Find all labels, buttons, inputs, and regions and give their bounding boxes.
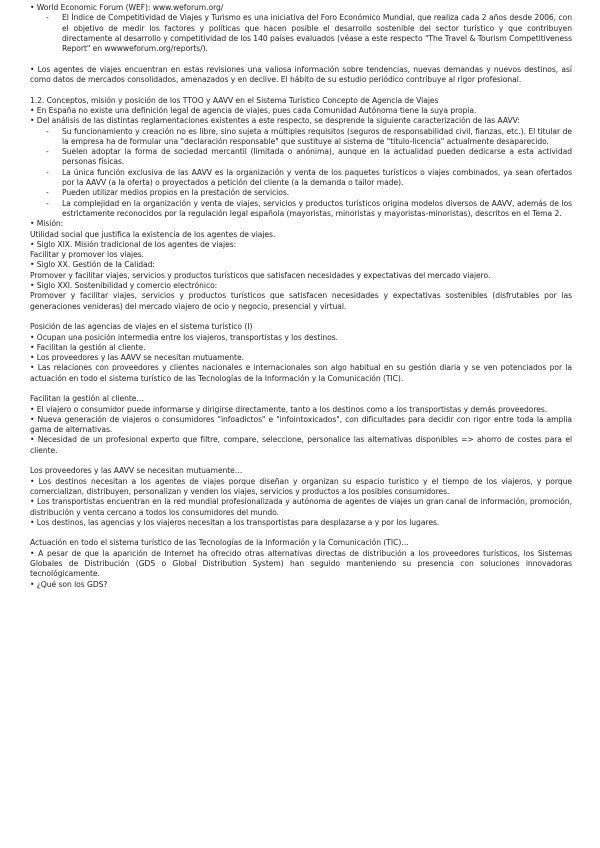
list-item: - La complejidad en la organización y venta de viajes, servicios y productos turísticos origina modelos diversos de AAVV, además de los estrictamente reconocidos por la regulación legal española (mayoristas, minoristas y mayoristas-minoristas), descritos en el Tema 2.: [46, 198, 572, 218]
posicion-line: • Los proveedores y las AAVV se necesitan mutuamente.: [30, 353, 244, 363]
section-paragraph: • En España no existe una definición legal de agencia de viajes, pues cada Comunidad Autónoma tiene la suya propia.: [30, 105, 477, 115]
posicion-line: • Las relaciones con proveedores y clientes nacionales e internacionales son algo habitual en su gestión diaria y se ven potenciados por la actuación en todo el sistema turístico de las Tecnologías de la Información y la Comunicación (TIC).: [30, 363, 572, 383]
posicion-line: • Facilitan la gestión al cliente.: [30, 342, 146, 352]
list-item: - Pueden utilizar medios propios en la prestación de servicios.: [46, 188, 290, 198]
section-paragraph: • Del análisis de las distintas reglamentaciones existentes a este respecto, se desprende la siguiente caracterización de las AAVV:: [30, 116, 520, 126]
mision-line: Promover y facilitar viajes, servicios y productos turísticos que satisfacen necesidades y expectativas del mercado viajero.: [30, 270, 491, 280]
mision-line: • Misión:: [30, 219, 64, 229]
proveedores-line: • Los destinos, las agencias y los viajeros necesitan a los transportistas para desplazarse a y por los lugares.: [30, 517, 440, 527]
list-item: - Suelen adoptar la forma de sociedad mercantil (limitada o anónima), aunque en la actualidad pueden dedicarse a esta actividad personas físicas.: [46, 147, 572, 167]
wef-heading: • World Economic Forum (WEF): www.weforum.org/: [30, 3, 224, 12]
mision-line: • Siglo XXI. Sostenibilidad y comercio electrónico:: [30, 281, 218, 291]
posicion-heading: Posición de las agencias de viajes en el sistema turístico (I): [30, 322, 253, 332]
mision-line: • Siglo XIX. Misión tradicional de los agentes de viajes:: [30, 239, 237, 249]
facilitan-line: • Nueva generación de viajeros o consumidores "infoadictos" e "infointoxicados", con dificultades para decidir con rigor entre toda la amplia gama de alternativas.: [30, 414, 572, 435]
mision-line: Promover y facilitar viajes, servicios y productos turísticos que satisfacen necesidades y expectativas sostenibles (disfrutables por las generaciones venideras) del mercado viajero de ocio y negocio, presencial y virtual.: [30, 291, 572, 311]
proveedores-heading: Los proveedores y las AAVV se necesitan mutuamente…: [30, 466, 243, 476]
actuacion-heading: Actuación en todo el sistema turístico de las Tecnologías de la Información y la Comunicación (TIC)…: [30, 538, 409, 548]
mision-line: Utilidad social que justifica la existencia de los agentes de viajes.: [30, 229, 276, 239]
wef-item: - El Índice de Competitividad de Viajes y Turismo es una iniciativa del Foro Económico Mundial, que realiza cada 2 años desde 2006, con el objetivo de medir los factores y políticas que hacen posible el desarrollo sostenible del sector turístico y que contribuyen directamente al desarrollo y competitividad de los 140 países evaluados (véase a este respecto "The Travel & Tourism Competitiveness Report" en wwwweforum.org/reports/).: [46, 13, 572, 54]
intro-paragraph: • Los agentes de viajes encuentran en estas revisiones una valiosa información sobre tendencias, nuevas demandas y nuevos destinos, así como datos de mercados consolidados, amenazados y en declive. El hábito de su estudio periódico contribuye al rigor profesional.: [30, 64, 572, 85]
proveedores-line: • Los transportistas encuentran en la red mundial profesionalizada y autónoma de agentes de viajes un gran canal de información, promoción, distribución y venta cercano a todos los consumidores del mundo.: [30, 497, 572, 517]
list-item: - Su funcionamiento y creación no es libre, sino sujeta a múltiples requisitos (seguros de responsabilidad civil, fianzas, etc.). El titular de la empresa ha de formular una "declaración responsable" que sustituye al sistema de "título-licencia" actualmente desaparecido.: [46, 126, 572, 146]
list-item: - La única función exclusiva de las AAVV es la organización y venta de los paquetes turísticos o viajes combinados, ya sean ofertados por la AAVV (a la oferta) o proyectados a petición del cliente (a la demanda o tailor made).: [46, 167, 572, 188]
facilitan-heading: Facilitan la gestión al cliente…: [30, 394, 144, 404]
proveedores-line: • Los destinos necesitan a los agentes de viajes porque diseñan y organizan su espacio turístico y el tiempo de los viajeros, y porque comercializan, distribuyen, personalizan y venden los viajes, servicios y productos a los posibles consumidores.: [30, 476, 572, 496]
posicion-line: • Ocupan una posición intermedia entre los viajeros, transportistas y los destinos.: [30, 332, 339, 342]
facilitan-line: • Necesidad de un profesional experto que filtre, compare, seleccione, personalice las alternativas disponibles => ahorro de costes para el cliente.: [30, 435, 572, 455]
actuacion-line: • A pesar de que la aparición de Internet ha ofrecido otras alternativas directas de distribución a los proveedores turísticos, los Sistemas Globales de Distribución (GDS o Global Distribution System) han seguido manteniendo su presencia con soluciones innovadoras tecnológicamente.: [30, 548, 572, 579]
section-heading: 1.2. Conceptos, misión y posición de los TTOO y AAVV en el Sistema Turístico Concepto de Agencia de Viajes: [30, 95, 439, 105]
facilitan-line: • El viajero o consumidor puede informarse y dirigirse directamente, tanto a los destinos como a los transportistas y demás proveedores.: [30, 404, 548, 414]
mision-line: Facilitar y promover los viajes.: [30, 250, 145, 260]
actuacion-line: • ¿Qué son los GDS?: [30, 579, 108, 589]
mision-line: • Siglo XX. Gestión de la Calidad:: [30, 260, 155, 270]
